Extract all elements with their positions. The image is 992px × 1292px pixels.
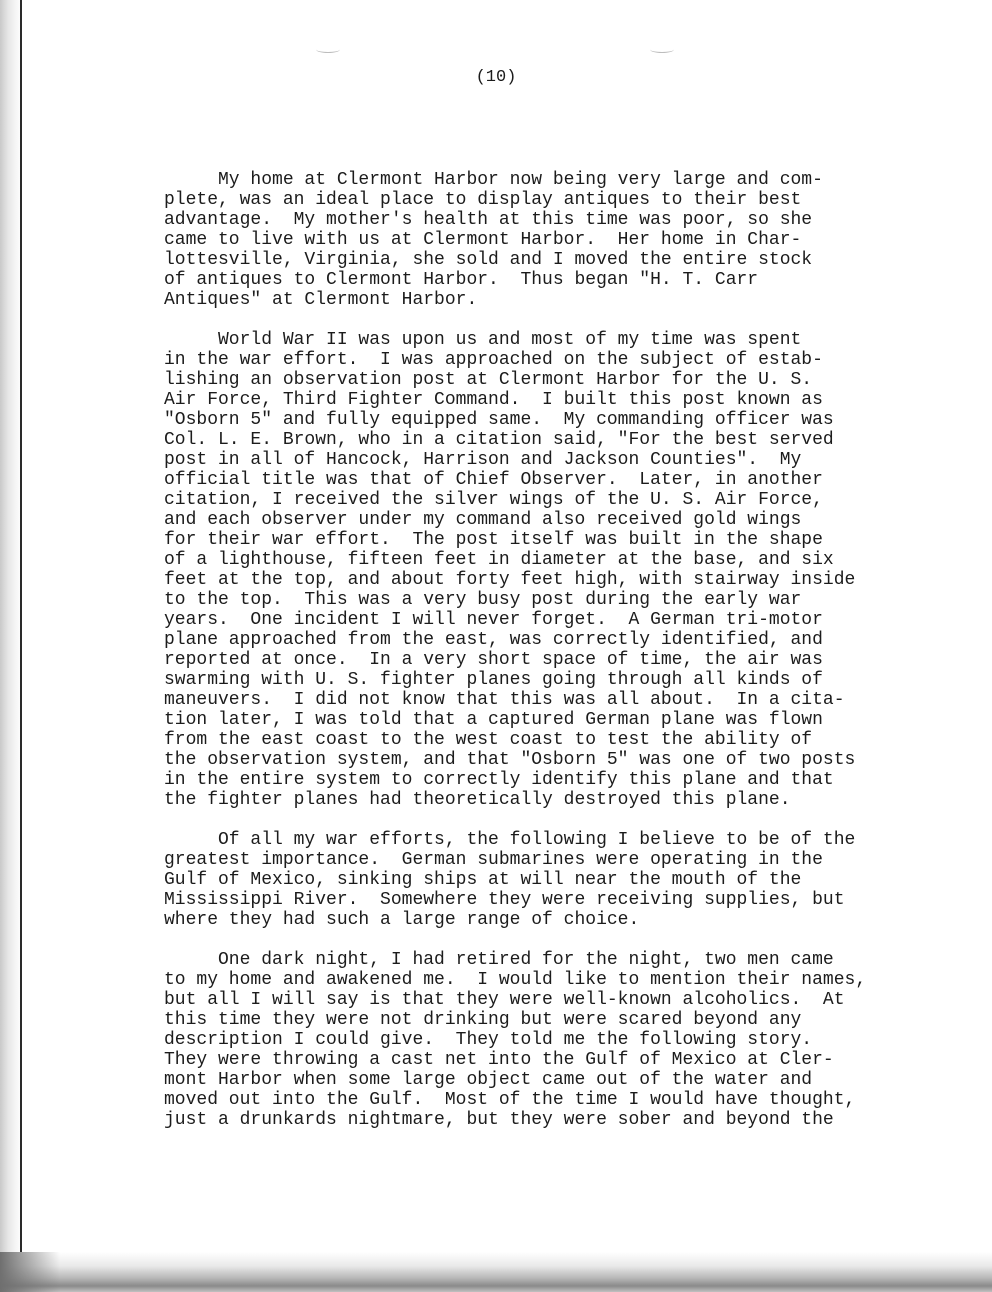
text-line: Col. L. E. Brown, who in a citation said, "For the best served [164,430,834,450]
text-line: to the top. This was a very busy post during the early war [164,590,802,610]
text-line: One dark night, I had retired for the night, two men came [164,950,834,970]
text-line: tion later, I was told that a captured German plane was flown [164,710,823,730]
text-line: They were throwing a cast net into the Gulf of Mexico at Cler- [164,1050,834,1070]
text-line: the observation system, and that "Osborn 5" was one of two posts [164,750,856,770]
text-line: greatest importance. German submarines were operating in the [164,850,823,870]
text-line: Air Force, Third Fighter Command. I built this post known as [164,390,823,410]
text-line: this time they were not drinking but were scared beyond any [164,1010,802,1030]
text-line: where they had such a large range of choice. [164,910,640,930]
text-line: lishing an observation post at Clermont Harbor for the U. S. [164,370,813,390]
text-line: of antiques to Clermont Harbor. Thus began "H. T. Carr [164,270,759,290]
text-line: Mississippi River. Somewhere they were receiving supplies, but [164,890,845,910]
text-line: swarming with U. S. fighter planes going through all kinds of [164,670,823,690]
text-line: from the east coast to the west coast to test the ability of [164,730,813,750]
text-line: lottesville, Virginia, she sold and I moved the entire stock [164,250,813,270]
text-line: in the entire system to correctly identify this plane and that [164,770,834,790]
text-line: just a drunkards nightmare, but they were sober and beyond the [164,1110,834,1130]
text-line: in the war effort. I was approached on the subject of estab- [164,350,823,370]
text-line: post in all of Hancock, Harrison and Jackson Counties". My [164,450,802,470]
text-line: reported at once. In a very short space of time, the air was [164,650,823,670]
text-line: maneuvers. I did not know that this was all about. In a cita- [164,690,845,710]
scan-mark-right [650,46,674,53]
text-line: feet at the top, and about forty feet high, with stairway inside [164,570,856,590]
text-line: "Osborn 5" and fully equipped same. My commanding officer was [164,410,834,430]
text-line: Gulf of Mexico, sinking ships at will near the mouth of the [164,870,802,890]
text-line: Of all my war efforts, the following I believe to be of the [164,830,856,850]
scan-mark-left [316,46,340,53]
text-line: but all I will say is that they were well-known alcoholics. At [164,990,845,1010]
text-line: and each observer under my command also received gold wings [164,510,802,530]
text-line: advantage. My mother's health at this time was poor, so she [164,210,813,230]
text-line: World War II was upon us and most of my time was spent [164,330,802,350]
text-line: official title was that of Chief Observer. Later, in another [164,470,823,490]
text-line: My home at Clermont Harbor now being very large and com- [164,170,823,190]
text-line: came to live with us at Clermont Harbor. Her home in Char- [164,230,802,250]
text-line: Antiques" at Clermont Harbor. [164,290,478,310]
scan-left-edge [0,0,22,1292]
text-line: moved out into the Gulf. Most of the time I would have thought, [164,1090,856,1110]
scan-left-rule [20,0,22,1270]
scan-corner-shadow [0,1252,60,1292]
text-line: description I could give. They told me the following story. [164,1030,813,1050]
text-line: years. One incident I will never forget. A German tri-motor [164,610,823,630]
text-line: plane approached from the east, was correctly identified, and [164,630,823,650]
text-line: plete, was an ideal place to display antiques to their best [164,190,802,210]
page-number: (10) [475,68,517,87]
text-line: of a lighthouse, fifteen feet in diameter at the base, and six [164,550,834,570]
text-line: for their war effort. The post itself was built in the shape [164,530,823,550]
text-line: the fighter planes had theoretically destroyed this plane. [164,790,791,810]
text-line: mont Harbor when some large object came out of the water and [164,1070,813,1090]
text-line: citation, I received the silver wings of the U. S. Air Force, [164,490,823,510]
text-line: to my home and awakened me. I would like to mention their names, [164,970,867,990]
scan-bottom-edge [0,1252,992,1292]
